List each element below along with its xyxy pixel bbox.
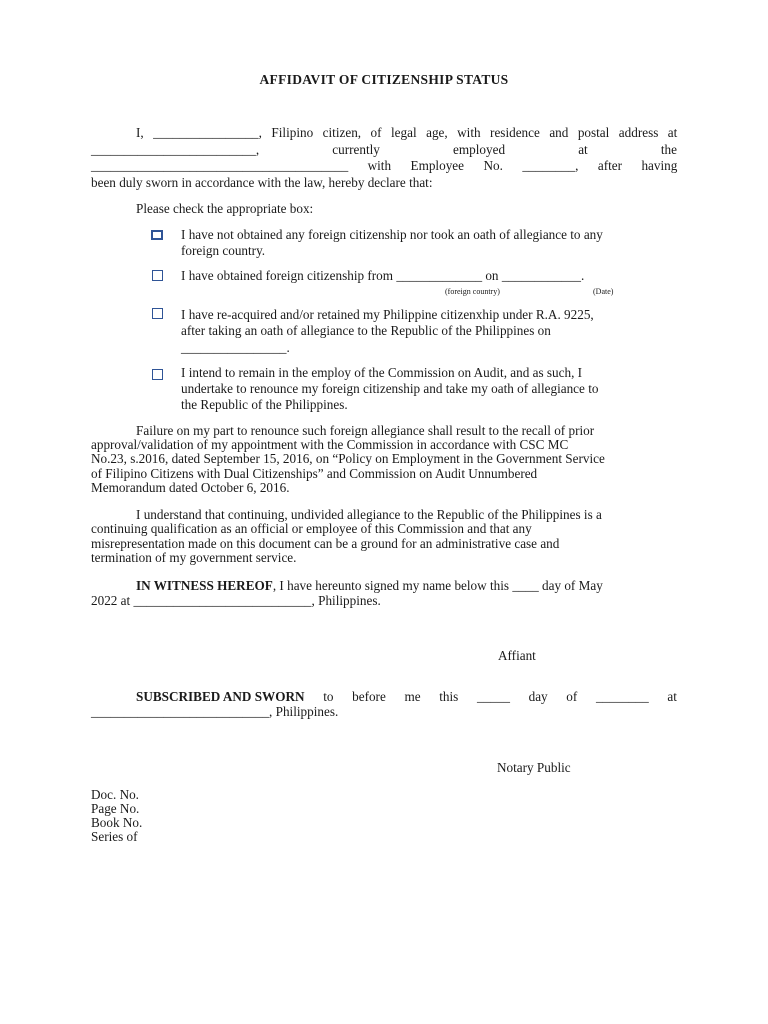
witness-line-1 — [136, 578, 603, 594]
option-4-line-3: the Republic of the Philippines. — [181, 397, 348, 412]
intro-line-2-blank: _________________________, — [91, 142, 260, 157]
option-1-line-2: foreign country. — [181, 243, 266, 258]
intro-line-2-word: at — [578, 142, 588, 157]
subscribed-word: day — [528, 689, 548, 704]
subscribed-line-1 — [136, 689, 677, 705]
page-no: Page No. — [91, 801, 140, 816]
book-no: Book No. — [91, 815, 143, 830]
option-2-sub-country: (foreign country) — [445, 287, 500, 296]
series-of: Series of — [91, 829, 138, 844]
failure-line-1: Failure on my part to renounce such foreign allegiance shall result to the recall of prior — [136, 423, 595, 438]
document-title: AFFIDAVIT OF CITIZENSHIP STATUS — [259, 72, 509, 87]
subscribed-word: this — [439, 689, 459, 704]
witness-heading: IN WITNESS HEREOF — [136, 578, 273, 593]
subscribed-heading: SUBSCRIBED AND SWORN — [136, 689, 305, 704]
subscribed-word: before — [352, 689, 386, 704]
intro-line-3: _______________________________________ with Employee No. ________, after having — [91, 158, 678, 173]
understand-line-4: termination of my government service. — [91, 550, 297, 565]
understand-line-3: misrepresentation made on this document can be a ground for an administrative case and — [91, 536, 560, 551]
subscribed-word: _____ — [476, 689, 510, 704]
option-1-line-1: I have not obtained any foreign citizenship nor took an oath of allegiance to any — [181, 227, 603, 242]
affiant-label: Affiant — [498, 648, 536, 663]
option-3-line-2: after taking an oath of allegiance to the Republic of the Philippines on — [181, 323, 551, 338]
option-2-sub-date: (Date) — [593, 287, 614, 296]
option-3-line-1: I have re-acquired and/or retained my Philippine citizenxhip under R.A. 9225, — [181, 307, 594, 322]
failure-line-5: Memorandum dated October 6, 2016. — [91, 480, 290, 495]
subscribed-word: me — [404, 689, 421, 704]
witness-line-2: 2022 at ___________________________, Philippines. — [91, 593, 381, 608]
failure-line-2: approval/validation of my appointment with the Commission in accordance with CSC MC — [91, 437, 569, 452]
checkbox-reacquired-citizenship[interactable] — [152, 308, 163, 319]
witness-line-1-rest: , I have hereunto signed my name below this ____ day of May — [272, 578, 603, 593]
intro-line-1: I, ________________, Filipino citizen, of legal age, with residence and postal address at — [136, 125, 678, 140]
intro-line-2-word: employed — [453, 142, 506, 157]
understand-line-2: continuing qualification as an official or employee of this Commission and that any — [91, 521, 532, 536]
intro-line-2-word: the — [660, 142, 677, 157]
checkbox-obtained-foreign-citizenship[interactable] — [152, 270, 163, 281]
subscribed-word: of — [566, 689, 578, 704]
subscribed-word: ________ — [595, 689, 649, 704]
failure-line-3: No.23, s.2016, dated September 15, 2016, on “Policy on Employment in the Government Service — [91, 451, 605, 466]
instruction-text: Please check the appropriate box: — [136, 201, 314, 216]
subscribed-word: to — [323, 689, 334, 704]
intro-line-4: been duly sworn in accordance with the law, hereby declare that: — [91, 175, 433, 190]
checkbox-no-foreign-citizenship[interactable] — [151, 230, 163, 240]
understand-line-1: I understand that continuing, undivided allegiance to the Republic of the Philippines is a — [136, 507, 602, 522]
option-2-line-1: I have obtained foreign citizenship from _____________ on ____________. — [181, 268, 585, 283]
intro-line-2-word: currently — [332, 142, 380, 157]
option-4-line-2: undertake to renounce my foreign citizenship and take my oath of allegiance to — [181, 381, 599, 396]
intro-line-2 — [91, 142, 677, 158]
notary-public-label: Notary Public — [497, 760, 571, 775]
option-4-line-1: I intend to remain in the employ of the Commission on Audit, and as such, I — [181, 365, 583, 380]
doc-no: Doc. No. — [91, 787, 139, 802]
subscribed-word: at — [667, 689, 677, 704]
checkbox-renounce-foreign-citizenship[interactable] — [152, 369, 163, 380]
failure-line-4: of Filipino Citizens with Dual Citizenships” and Commission on Audit Unnumbered — [91, 466, 538, 481]
option-3-line-3: ________________. — [181, 340, 290, 355]
subscribed-line-2: ___________________________, Philippines. — [91, 704, 339, 719]
